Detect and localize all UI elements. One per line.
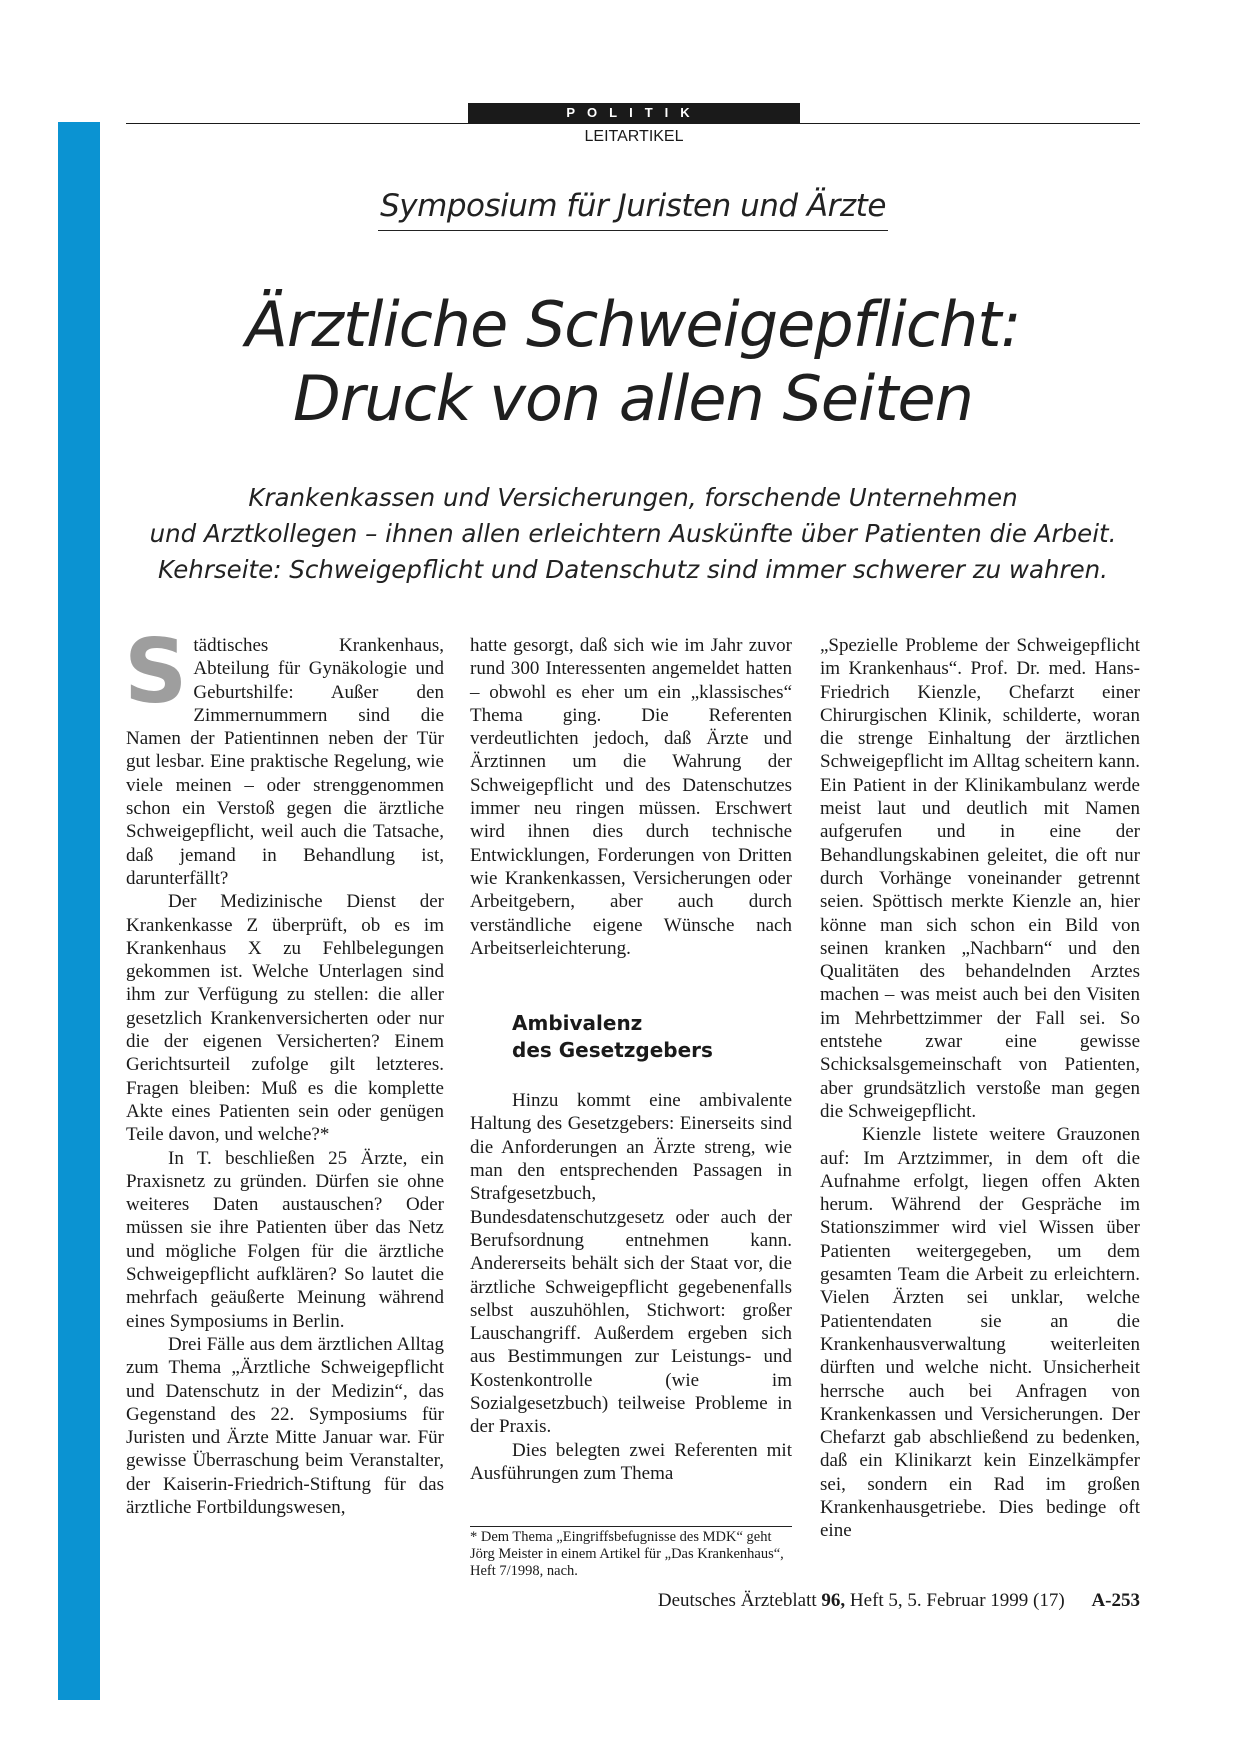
paragraph: Kienzle listete weitere Grauzonen auf: Im Arztzimmer, in dem oft die Aufnahme erfolgt, liegen offen Akten herum. Während der Gespräche im Stationszimmer wird viel Wissen über Patienten weitergegeben, um dem gesamten Team die Arbeit zu erleichtern. Vielen Ärzten sei unklar, welche Patientendaten sie an die Krankenhausverwaltung weiterleiten dürften und welche nicht. Unsicherheit herrsche auch bei Anfragen von Krankenkassen und Versicherungen. Der Chefarzt gab abschließend zu bedenken, daß ein Klinikarzt kein Einzelkämpfer sei, sondern ein Rad im großen Krankenhausgetriebe. Dies bedinge oft eine [820, 1124, 1140, 1542]
headline [126, 288, 1140, 436]
header-rule [126, 123, 1140, 124]
subheading-line-1: Ambivalenz [512, 1011, 643, 1036]
section-subheading [512, 1010, 792, 1064]
page-number: A-253 [1091, 1590, 1140, 1611]
article-column-3 [820, 634, 1140, 1543]
article-column-2 [470, 634, 792, 1485]
side-accent-bar [58, 122, 100, 1700]
paragraph: Dies belegten zwei Referenten mit Ausführungen zum Thema [470, 1439, 792, 1484]
journal-name: Deutsches Ärzteblatt [657, 1590, 817, 1611]
kicker [126, 188, 1140, 231]
paragraph: „Spezielle Probleme der Schweigepflicht im Krankenhaus“. Prof. Dr. med. Hans-Friedrich Kienzle, Chefarzt einer Chirurgischen Klinik, schilderte, woran die strenge Einhaltung der ärztlichen Schweigepflicht im Alltag scheitern kann. Ein Patient in der Klinikambulanz werde meist laut und deutlich mit Namen aufgerufen und in eine der Behandlungskabinen geleitet, die oft nur durch Vorhänge voneinander getrennt seien. Spöttisch merkte Kienzle an, hier könne man sich schon ein Bild von seinen kranken „Nachbarn“ und den Qualitäten des behandelnden Arztes machen – was meist auch bei den Visiten im Mehrbettzimmer der Fall sei. So entstehe zwar eine gewisse Schicksalsgemeinschaft von Patienten, aber grundsätzlich verstoße man gegen die Schweigepflicht. [820, 635, 1140, 1122]
kicker-text: Symposium für Juristen und Ärzte [378, 188, 888, 231]
paragraph: Hinzu kommt eine ambivalente Haltung des Gesetzgebers: Einerseits sind die Anforderungen an Ärzte streng, wie man den entsprechenden Passagen in Strafgesetzbuch, Bundesdatenschutzgesetz oder auch der Berufsordnung entnehmen kann. Andererseits behält sich der Staat vor, die ärztliche Schweigepflicht gegebenenfalls selbst auszuhöhlen, Stichwort: großer Lauschangriff. Außerdem ergeben sich aus Bestimmungen zur Leistungs- und Kostenkontrolle (wie im Sozialgesetzbuch) teilweise Probleme in der Praxis. [470, 1090, 792, 1438]
issue-info: Heft 5, 5. Februar 1999 (17) [849, 1590, 1065, 1611]
paragraph: Drei Fälle aus dem ärztlichen Alltag zum Thema „Ärztliche Schweigepflicht und Datenschutz in der Medizin“, das Gegenstand des 22. Symposiums für Juristen und Ärzte Mitte Januar war. Für gewisse Überraschung beim Veranstalter, der Kaiserin-Friedrich-Stiftung für das ärztliche Fortbildungswesen, [126, 1333, 444, 1518]
section-rubric: POLITIK [468, 103, 800, 123]
subsection-label: LEITARTIKEL [584, 128, 684, 145]
subheading-line-2: des Gesetzgebers [512, 1038, 713, 1063]
lead-line-3: Kehrseite: Schweigepflicht und Datenschutz sind immer schwerer zu wahren. [158, 555, 1108, 584]
journal-volume: 96, [821, 1590, 846, 1611]
paragraph: In T. beschließen 25 Ärzte, ein Praxisnetz zu gründen. Dürfen sie ohne weiteres Daten austauschen? Oder müssen sie ihre Patienten über das Netz und mögliche Folgen für die ärztliche Schweigepflicht aufklären? So lautet die mehrfach geäußerte Meinung während eines Symposiums in Berlin. [126, 1147, 444, 1332]
paragraph: Der Medizinische Dienst der Krankenkasse Z überprüft, ob es im Krankenhaus X zu Fehlbelegungen gekommen ist. Welche Unterlagen sind ihm zur Verfügung zu stellen: die aller gesetzlich Krankenversicherten oder nur die der eigenen Versicherten? Einem Gerichtsurteil zufolge gilt letzteres. Fragen bleiben: Muß es die komplette Akte eines Patienten sein oder genügen Teile davon, und welche?* [126, 891, 444, 1146]
headline-line-2: Druck von allen Seiten [293, 362, 973, 435]
lead-line-1: Krankenkassen und Versicherungen, forschende Unternehmen [248, 483, 1018, 512]
drop-cap: S [124, 620, 188, 723]
page-footer [658, 1590, 1140, 1612]
lead-paragraph [126, 480, 1140, 588]
article-column-1 [124, 620, 444, 1519]
paragraph: tädtisches Krankenhaus, Abteilung für Gynäkologie und Geburtshilfe: Außer den Zimmernummern sind die Namen der Patientinnen neben der Tür gut lesbar. Eine praktische Regelung, wie viele meinen – oder strenggenommen schon ein Verstoß gegen die ärztliche Schweigepflicht, weil auch die Tatsache, daß jemand in Behandlung ist, darunterfällt? [126, 635, 444, 889]
footnote: * Dem Thema „Eingriffsbefugnisse des MDK“ geht Jörg Meister in einem Artikel für „Das Krankenhaus“, Heft 7/1998, nach. [470, 1526, 792, 1580]
lead-line-2: und Arztkollegen – ihnen allen erleichtern Auskünfte über Patienten die Arbeit. [149, 519, 1117, 548]
paragraph: hatte gesorgt, daß sich wie im Jahr zuvor rund 300 Interessenten angemeldet hatten – obwohl es eher um ein „klassisches“ Thema ging. Die Referenten verdeutlichten jedoch, daß Ärzte und Ärztinnen um die Wahrung der Schweigepflicht und des Datenschutzes immer neu ringen müssen. Erschwert wird ihnen dies durch technische Entwicklungen, Forderungen von Dritten wie Krankenkassen, Versicherungen oder Arbeitgebern, aber auch durch verständliche eigene Wünsche nach Arbeitserleichterung. [470, 635, 792, 959]
headline-line-1: Ärztliche Schweigepflicht: [245, 288, 1021, 361]
